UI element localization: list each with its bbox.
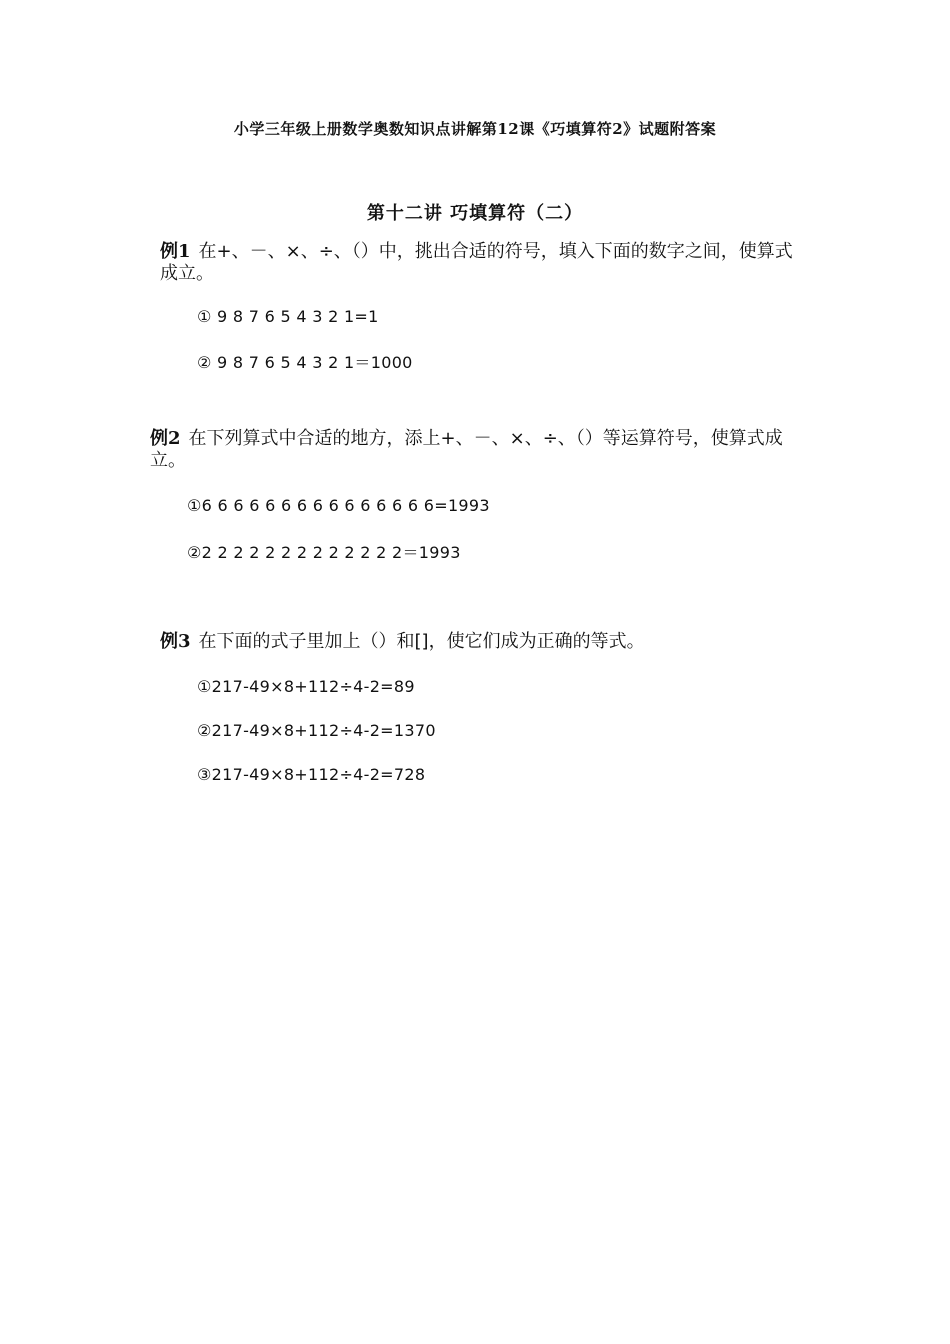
example-1-prompt <box>160 241 800 285</box>
example-2 <box>150 428 810 472</box>
example-2-label: 例2 <box>150 428 181 449</box>
example-2-text: 在下列算式中合适的地方，添上+、－、×、÷、（）等运算符号，使算式成立。 <box>150 428 783 471</box>
lecture-title: 第十二讲 巧填算符（二） <box>366 203 584 224</box>
example-1-text: 在+、－、×、÷、（）中，挑出合适的符号，填入下面的数字之间，使算式成立。 <box>160 241 793 284</box>
example-1 <box>160 241 800 285</box>
example-3-problem-1: ①217-49×8+112÷4-2=89 <box>197 677 415 696</box>
example-2-problem-1: ①6 6 6 6 6 6 6 6 6 6 6 6 6 6 6=1993 <box>187 496 490 515</box>
example-3 <box>160 631 800 653</box>
example-2-prompt <box>150 428 810 472</box>
document-header: 小学三年级上册数学奥数知识点讲解第12课《巧填算符2》试题附答案 <box>233 120 717 138</box>
example-3-text: 在下面的式子里加上（）和[]，使它们成为正确的等式。 <box>198 631 645 652</box>
example-1-problem-1: ① 9 8 7 6 5 4 3 2 1=1 <box>197 307 379 326</box>
example-3-prompt <box>160 631 800 653</box>
example-1-problem-2: ② 9 8 7 6 5 4 3 2 1＝1000 <box>197 353 413 372</box>
example-3-problem-3: ③217-49×8+112÷4-2=728 <box>197 765 426 784</box>
example-2-problem-2: ②2 2 2 2 2 2 2 2 2 2 2 2 2＝1993 <box>187 543 461 562</box>
example-1-label: 例1 <box>160 241 191 262</box>
example-3-problem-2: ②217-49×8+112÷4-2=1370 <box>197 721 436 740</box>
example-3-label: 例3 <box>160 631 191 652</box>
